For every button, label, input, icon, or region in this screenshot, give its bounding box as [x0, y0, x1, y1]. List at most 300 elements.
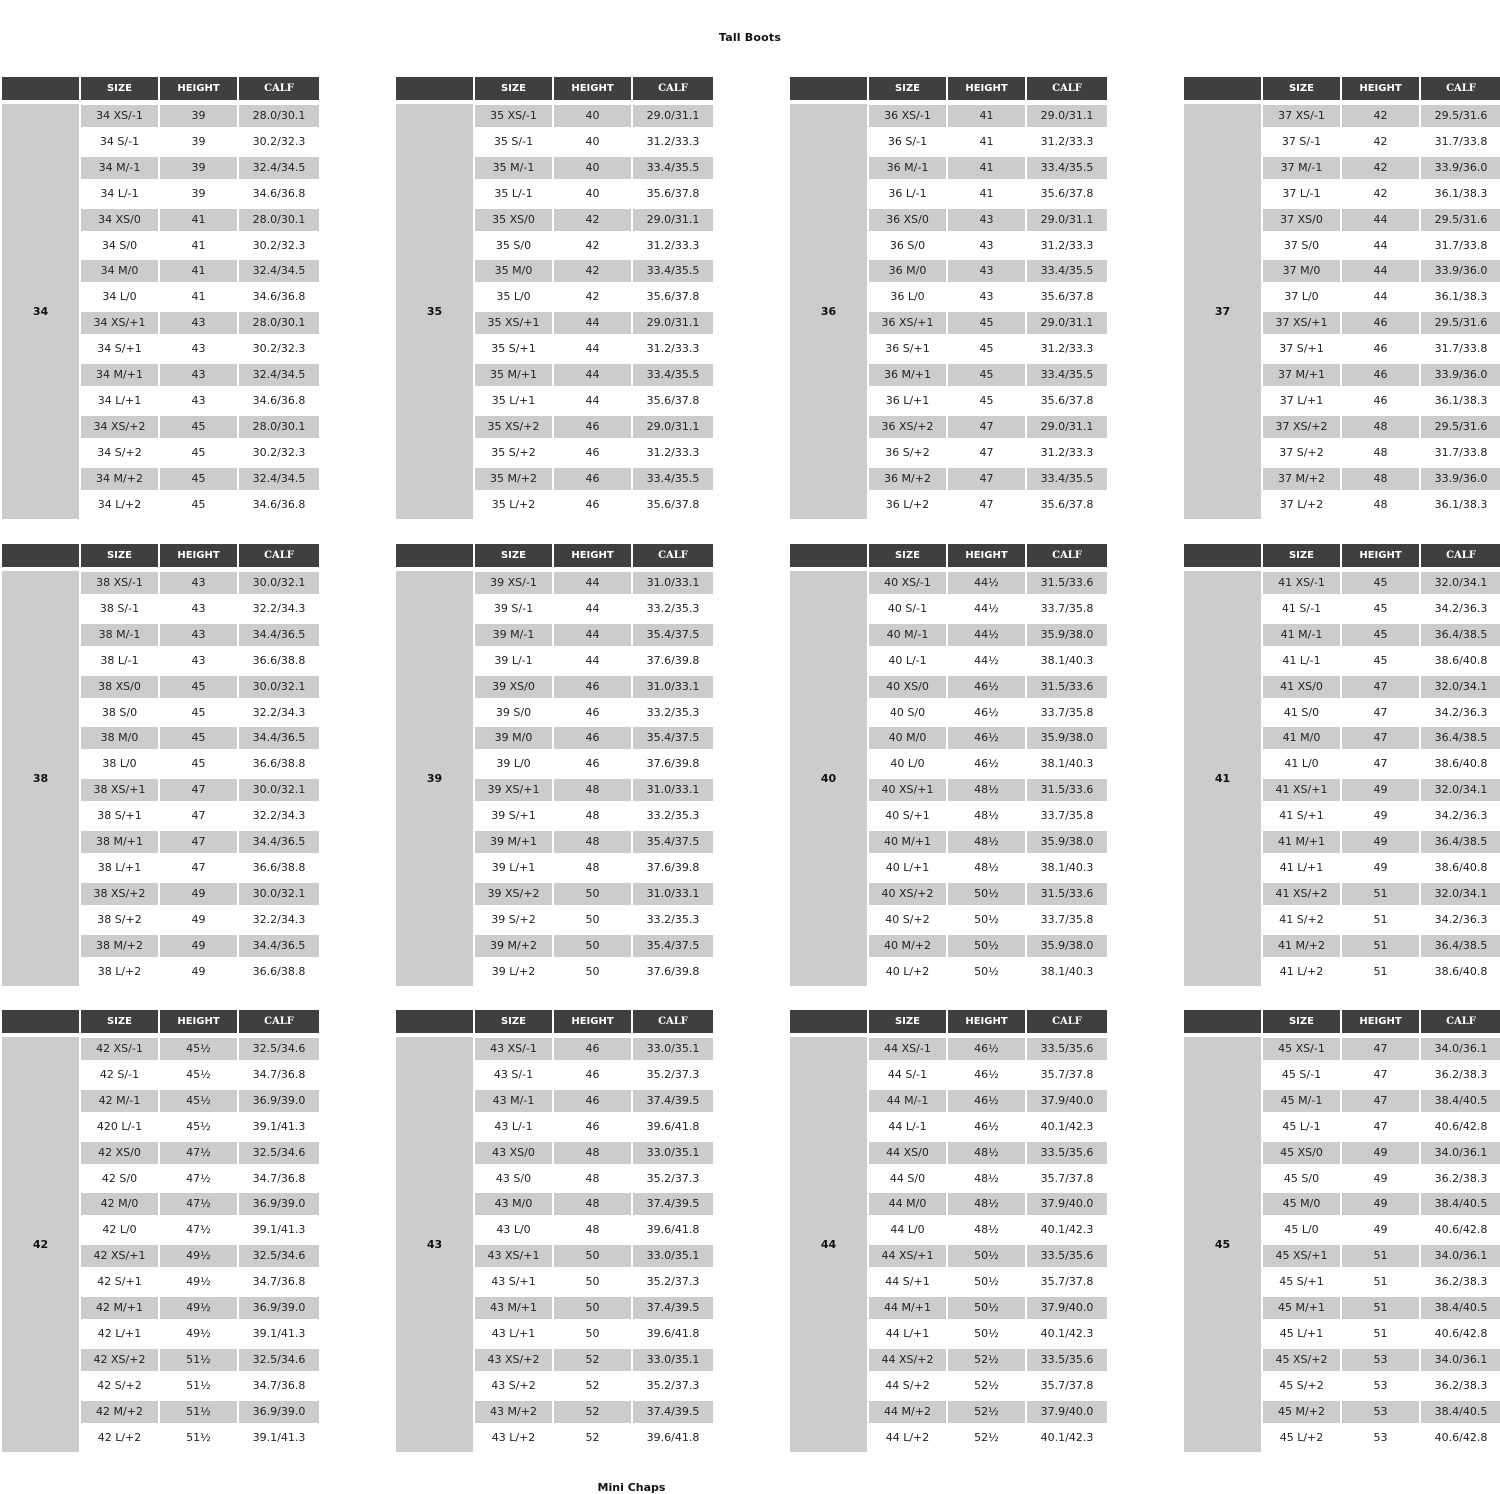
cell-size: 40 L/+2: [885, 965, 930, 978]
cell-height: 48½: [948, 1193, 1025, 1215]
cell-size: 45 L/-1: [1282, 1120, 1321, 1133]
cell-size: 41 S/+2: [1279, 913, 1324, 926]
column-header-size: SIZE: [81, 544, 158, 567]
cell-height: 45: [191, 446, 206, 459]
header-blank: [790, 544, 867, 567]
cell-size: 37 XS/0: [1263, 209, 1340, 231]
cell-size: 41 M/+1: [1263, 831, 1340, 853]
column-header-calf: CALF: [633, 1010, 713, 1033]
cell-size: 40 XS/0: [869, 676, 946, 698]
column-header-height: HEIGHT: [554, 1010, 631, 1033]
cell-calf: 35.9/38.0: [1027, 624, 1107, 646]
cell-size: 45 M/+2: [1263, 1401, 1340, 1423]
cell-height: 45½: [186, 1068, 211, 1081]
size-group-column: [396, 571, 473, 986]
cell-calf: 36.2/38.3: [1434, 1379, 1488, 1392]
cell-size: 36 S/-1: [887, 135, 928, 148]
cell-height: 51: [1342, 1297, 1419, 1319]
cell-size: 38 S/-1: [99, 602, 140, 615]
cell-height: 45: [1373, 602, 1388, 615]
cell-size: 39 M/+1: [475, 831, 552, 853]
cell-size: 41 S/-1: [1281, 602, 1322, 615]
cell-height: 46½: [948, 727, 1025, 749]
cell-calf: 37.6/39.8: [646, 965, 700, 978]
cell-size: 41 S/0: [1283, 706, 1320, 719]
cell-height: 42: [585, 290, 600, 303]
cell-size: 38 XS/+1: [81, 779, 158, 801]
cell-height: 49: [1342, 831, 1419, 853]
cell-height: 44: [585, 654, 600, 667]
cell-size: 40 M/-1: [869, 624, 946, 646]
cell-size: 44 M/0: [869, 1193, 946, 1215]
size-group-column: [1184, 104, 1261, 519]
cell-calf: 34.0/36.1: [1421, 1038, 1500, 1060]
cell-size: 34 XS/+1: [81, 312, 158, 334]
cell-calf: 38.4/40.5: [1421, 1193, 1500, 1215]
cell-calf: 33.4/35.5: [1027, 364, 1107, 386]
cell-height: 45½: [160, 1090, 237, 1112]
cell-height: 48½: [974, 809, 999, 822]
cell-size: 36 M/-1: [869, 157, 946, 179]
cell-calf: 38.1/40.3: [1040, 757, 1094, 770]
cell-size: 36 L/0: [890, 290, 925, 303]
cell-size: 35 L/-1: [494, 187, 533, 200]
header-blank: [2, 77, 79, 100]
cell-size: 39 XS/0: [475, 676, 552, 698]
column-header-height: HEIGHT: [160, 1010, 237, 1033]
cell-height: 46: [585, 757, 600, 770]
cell-height: 50½: [948, 1245, 1025, 1267]
size-table-42: [2, 1010, 319, 1452]
cell-size: 38 L/+2: [97, 965, 142, 978]
cell-calf: 36.9/39.0: [239, 1401, 319, 1423]
cell-calf: 37.9/40.0: [1027, 1090, 1107, 1112]
cell-size: 35 M/+1: [475, 364, 552, 386]
cell-calf: 32.0/34.1: [1421, 883, 1500, 905]
cell-size: 34 L/0: [102, 290, 137, 303]
cell-calf: 35.2/37.3: [646, 1275, 700, 1288]
cell-calf: 35.6/37.8: [1040, 187, 1094, 200]
cell-height: 47: [1342, 1090, 1419, 1112]
cell-height: 48½: [974, 1172, 999, 1185]
cell-height: 43: [979, 290, 994, 303]
header-blank: [2, 1010, 79, 1033]
cell-size: 44 L/+1: [885, 1327, 930, 1340]
cell-height: 51½: [160, 1349, 237, 1371]
cell-calf: 34.0/36.1: [1421, 1349, 1500, 1371]
cell-size: 40 M/0: [869, 727, 946, 749]
cell-calf: 37.6/39.8: [646, 861, 700, 874]
cell-calf: 33.7/35.8: [1040, 913, 1094, 926]
cell-calf: 31.5/33.6: [1027, 676, 1107, 698]
cell-height: 43: [191, 654, 206, 667]
cell-size: 44 XS/-1: [869, 1038, 946, 1060]
cell-height: 49: [1373, 1172, 1388, 1185]
cell-height: 52½: [948, 1349, 1025, 1371]
cell-size: 42 M/0: [81, 1193, 158, 1215]
cell-calf: 39.1/41.3: [252, 1431, 306, 1444]
size-group-label: 45: [1214, 1238, 1231, 1251]
cell-height: 43: [160, 364, 237, 386]
cell-size: 39 L/0: [496, 757, 531, 770]
cell-calf: 36.4/38.5: [1421, 727, 1500, 749]
cell-height: 48½: [948, 831, 1025, 853]
header-blank: [2, 544, 79, 567]
cell-size: 36 S/+1: [885, 342, 930, 355]
cell-size: 40 L/+1: [885, 861, 930, 874]
cell-size: 35 L/0: [496, 290, 531, 303]
cell-height: 51: [1342, 935, 1419, 957]
cell-calf: 31.7/33.8: [1434, 446, 1488, 459]
cell-calf: 36.2/38.3: [1434, 1275, 1488, 1288]
cell-size: 35 S/0: [495, 239, 532, 252]
cell-height: 48½: [974, 861, 999, 874]
cell-size: 35 M/0: [475, 260, 552, 282]
cell-size: 34 XS/+2: [81, 416, 158, 438]
cell-height: 53: [1342, 1349, 1419, 1371]
cell-size: 44 L/-1: [888, 1120, 927, 1133]
cell-size: 41 XS/+1: [1263, 779, 1340, 801]
cell-height: 50: [585, 965, 600, 978]
cell-size: 42 XS/0: [81, 1142, 158, 1164]
cell-height: 52½: [948, 1401, 1025, 1423]
cell-calf: 33.2/35.3: [646, 706, 700, 719]
cell-size: 38 S/+1: [97, 809, 142, 822]
cell-height: 48½: [948, 1142, 1025, 1164]
column-header-calf: CALF: [1027, 544, 1107, 567]
cell-size: 40 XS/+2: [869, 883, 946, 905]
column-header-height: HEIGHT: [554, 544, 631, 567]
size-group-label: 36: [820, 305, 837, 318]
column-header-calf: CALF: [239, 1010, 319, 1033]
cell-size: 43 S/+2: [491, 1379, 536, 1392]
cell-calf: 35.7/37.8: [1040, 1275, 1094, 1288]
cell-calf: 34.6/36.8: [252, 394, 306, 407]
cell-height: 48½: [948, 779, 1025, 801]
column-header-height: HEIGHT: [160, 77, 237, 100]
cell-height: 49: [160, 883, 237, 905]
header-blank: [396, 1010, 473, 1033]
cell-size: 35 XS/+1: [475, 312, 552, 334]
cell-height: 46: [1342, 312, 1419, 334]
size-table-38: [2, 544, 319, 986]
cell-size: 43 L/0: [496, 1223, 531, 1236]
cell-size: 35 M/+2: [475, 468, 552, 490]
cell-height: 50½: [948, 935, 1025, 957]
cell-height: 50: [585, 1327, 600, 1340]
cell-calf: 29.0/31.1: [633, 312, 713, 334]
cell-height: 44½: [974, 654, 999, 667]
cell-size: 36 L/+1: [885, 394, 930, 407]
cell-height: 47: [948, 468, 1025, 490]
cell-height: 49½: [160, 1245, 237, 1267]
cell-height: 48: [554, 831, 631, 853]
size-group-column: [790, 104, 867, 519]
cell-height: 49½: [186, 1327, 211, 1340]
cell-size: 43 S/0: [495, 1172, 532, 1185]
cell-height: 50½: [974, 913, 999, 926]
cell-height: 49: [1342, 1142, 1419, 1164]
cell-height: 43: [191, 602, 206, 615]
cell-calf: 36.6/38.8: [252, 861, 306, 874]
cell-size: 44 M/-1: [869, 1090, 946, 1112]
cell-size: 43 M/0: [475, 1193, 552, 1215]
cell-calf: 36.4/38.5: [1421, 831, 1500, 853]
cell-size: 38 S/+2: [97, 913, 142, 926]
cell-calf: 39.6/41.8: [646, 1431, 700, 1444]
cell-calf: 32.4/34.5: [239, 157, 319, 179]
cell-size: 35 S/-1: [493, 135, 534, 148]
size-table-44: [790, 1010, 1107, 1452]
cell-calf: 35.6/37.8: [646, 290, 700, 303]
cell-height: 40: [585, 187, 600, 200]
cell-calf: 33.0/35.1: [633, 1038, 713, 1060]
cell-size: 37 M/+2: [1263, 468, 1340, 490]
cell-height: 46: [585, 498, 600, 511]
cell-height: 50½: [948, 883, 1025, 905]
cell-calf: 34.2/36.3: [1434, 913, 1488, 926]
column-header-size: SIZE: [1263, 544, 1340, 567]
column-header-size: SIZE: [81, 77, 158, 100]
cell-height: 47½: [186, 1172, 211, 1185]
cell-size: 45 M/-1: [1263, 1090, 1340, 1112]
cell-height: 50½: [974, 965, 999, 978]
cell-calf: 31.2/33.3: [1040, 342, 1094, 355]
cell-size: 37 M/0: [1263, 260, 1340, 282]
cell-height: 49: [1342, 1193, 1419, 1215]
cell-calf: 36.6/38.8: [252, 757, 306, 770]
cell-size: 44 S/0: [889, 1172, 926, 1185]
cell-height: 47: [948, 416, 1025, 438]
cell-size: 34 M/+1: [81, 364, 158, 386]
cell-size: 38 XS/-1: [81, 572, 158, 594]
cell-height: 39: [160, 105, 237, 127]
cell-size: 36 M/+1: [869, 364, 946, 386]
size-group-label: 43: [426, 1238, 443, 1251]
cell-height: 50½: [948, 1297, 1025, 1319]
cell-size: 34 M/-1: [81, 157, 158, 179]
cell-size: 36 L/-1: [888, 187, 927, 200]
cell-size: 38 L/0: [102, 757, 137, 770]
cell-size: 39 M/-1: [475, 624, 552, 646]
cell-size: 34 S/-1: [99, 135, 140, 148]
cell-calf: 32.0/34.1: [1421, 572, 1500, 594]
cell-size: 34 XS/0: [81, 209, 158, 231]
cell-calf: 33.9/36.0: [1421, 364, 1500, 386]
column-header-height: HEIGHT: [1342, 1010, 1419, 1033]
cell-calf: 31.2/33.3: [1040, 239, 1094, 252]
cell-height: 52: [585, 1431, 600, 1444]
cell-calf: 34.7/36.8: [252, 1379, 306, 1392]
cell-calf: 34.2/36.3: [1434, 809, 1488, 822]
cell-calf: 37.9/40.0: [1027, 1193, 1107, 1215]
cell-size: 45 S/+1: [1279, 1275, 1324, 1288]
cell-height: 45½: [160, 1038, 237, 1060]
cell-height: 46: [554, 416, 631, 438]
cell-calf: 29.0/31.1: [633, 209, 713, 231]
column-header-height: HEIGHT: [948, 544, 1025, 567]
cell-size: 39 L/+2: [491, 965, 536, 978]
cell-size: 37 S/0: [1283, 239, 1320, 252]
cell-calf: 37.4/39.5: [633, 1193, 713, 1215]
column-header-size: SIZE: [869, 77, 946, 100]
cell-height: 43: [979, 239, 994, 252]
cell-height: 47½: [160, 1193, 237, 1215]
column-header-calf: CALF: [1421, 77, 1500, 100]
cell-size: 39 M/+2: [475, 935, 552, 957]
cell-size: 45 L/+1: [1279, 1327, 1324, 1340]
column-header-calf: CALF: [1421, 544, 1500, 567]
cell-height: 42: [1342, 105, 1419, 127]
cell-height: 51: [1342, 1245, 1419, 1267]
cell-calf: 39.1/41.3: [252, 1223, 306, 1236]
cell-size: 35 L/+2: [491, 498, 536, 511]
size-table-40: [790, 544, 1107, 986]
cell-calf: 31.2/33.3: [646, 446, 700, 459]
cell-calf: 35.4/37.5: [633, 727, 713, 749]
cell-size: 45 XS/+2: [1263, 1349, 1340, 1371]
cell-height: 40: [554, 157, 631, 179]
column-header-calf: CALF: [1027, 77, 1107, 100]
cell-calf: 38.6/40.8: [1434, 654, 1488, 667]
cell-height: 45: [160, 468, 237, 490]
cell-calf: 33.4/35.5: [1027, 157, 1107, 179]
cell-size: 43 XS/+1: [475, 1245, 552, 1267]
cell-height: 53: [1373, 1431, 1388, 1444]
cell-height: 48: [554, 1193, 631, 1215]
size-table-41: [1184, 544, 1500, 986]
size-group-label: 37: [1214, 305, 1231, 318]
cell-calf: 36.2/38.3: [1434, 1068, 1488, 1081]
cell-height: 45: [160, 676, 237, 698]
cell-calf: 33.9/36.0: [1421, 157, 1500, 179]
cell-calf: 32.2/34.3: [252, 913, 306, 926]
cell-calf: 33.4/35.5: [1027, 468, 1107, 490]
cell-size: 38 M/-1: [81, 624, 158, 646]
cell-size: 36 XS/+1: [869, 312, 946, 334]
cell-size: 37 XS/+1: [1263, 312, 1340, 334]
cell-size: 43 M/+1: [475, 1297, 552, 1319]
cell-height: 46: [585, 1068, 600, 1081]
cell-height: 41: [948, 157, 1025, 179]
cell-calf: 29.5/31.6: [1421, 209, 1500, 231]
cell-calf: 39.6/41.8: [646, 1120, 700, 1133]
size-group-label: 42: [32, 1238, 49, 1251]
cell-calf: 34.4/36.5: [239, 727, 319, 749]
size-group-label: 35: [426, 305, 443, 318]
cell-calf: 40.6/42.8: [1434, 1223, 1488, 1236]
size-group-column: [1184, 571, 1261, 986]
cell-size: 38 M/+1: [81, 831, 158, 853]
cell-calf: 33.4/35.5: [633, 260, 713, 282]
cell-height: 43: [191, 342, 206, 355]
cell-size: 37 S/+2: [1279, 446, 1324, 459]
cell-height: 41: [191, 290, 206, 303]
cell-calf: 33.2/35.3: [646, 913, 700, 926]
cell-height: 52: [554, 1401, 631, 1423]
cell-calf: 35.7/37.8: [1040, 1068, 1094, 1081]
cell-size: 40 S/+1: [885, 809, 930, 822]
cell-height: 41: [191, 239, 206, 252]
cell-height: 39: [160, 157, 237, 179]
cell-size: 45 XS/0: [1263, 1142, 1340, 1164]
cell-size: 36 M/0: [869, 260, 946, 282]
cell-size: 34 M/0: [81, 260, 158, 282]
cell-calf: 40.1/42.3: [1040, 1327, 1094, 1340]
cell-calf: 35.9/38.0: [1027, 831, 1107, 853]
cell-calf: 31.7/33.8: [1434, 135, 1488, 148]
column-header-height: HEIGHT: [1342, 544, 1419, 567]
cell-calf: 30.0/32.1: [239, 779, 319, 801]
cell-calf: 33.9/36.0: [1421, 260, 1500, 282]
cell-size: 37 XS/+2: [1263, 416, 1340, 438]
cell-calf: 31.7/33.8: [1434, 239, 1488, 252]
cell-size: 42 S/-1: [99, 1068, 140, 1081]
cell-size: 39 S/-1: [493, 602, 534, 615]
cell-calf: 33.4/35.5: [633, 364, 713, 386]
cell-size: 45 XS/-1: [1263, 1038, 1340, 1060]
cell-size: 35 XS/-1: [475, 105, 552, 127]
cell-height: 45: [979, 342, 994, 355]
cell-height: 44½: [974, 602, 999, 615]
cell-height: 44: [1373, 239, 1388, 252]
cell-calf: 31.7/33.8: [1434, 342, 1488, 355]
cell-size: 41 S/+1: [1279, 809, 1324, 822]
cell-calf: 30.0/32.1: [239, 572, 319, 594]
size-table-35: [396, 77, 713, 519]
cell-height: 47: [1342, 727, 1419, 749]
cell-height: 52: [554, 1349, 631, 1371]
cell-size: 34 XS/-1: [81, 105, 158, 127]
cell-height: 43: [191, 394, 206, 407]
cell-calf: 28.0/30.1: [239, 312, 319, 334]
cell-size: 44 S/-1: [887, 1068, 928, 1081]
size-table-36: [790, 77, 1107, 519]
cell-calf: 32.4/34.5: [239, 364, 319, 386]
cell-height: 46: [585, 706, 600, 719]
cell-height: 50½: [974, 1327, 999, 1340]
cell-height: 51½: [186, 1379, 211, 1392]
cell-calf: 30.0/32.1: [239, 883, 319, 905]
cell-size: 39 M/0: [475, 727, 552, 749]
cell-size: 41 L/0: [1284, 757, 1319, 770]
header-blank: [396, 77, 473, 100]
size-table-43: [396, 1010, 713, 1452]
cell-calf: 29.0/31.1: [1027, 312, 1107, 334]
cell-height: 46½: [948, 1090, 1025, 1112]
cell-height: 45: [1342, 572, 1419, 594]
cell-height: 49: [1373, 1223, 1388, 1236]
cell-height: 48: [585, 809, 600, 822]
cell-size: 42 S/+1: [97, 1275, 142, 1288]
cell-calf: 40.1/42.3: [1040, 1120, 1094, 1133]
cell-height: 42: [554, 260, 631, 282]
cell-height: 47: [1342, 1038, 1419, 1060]
column-header-size: SIZE: [475, 1010, 552, 1033]
cell-calf: 33.2/35.3: [646, 809, 700, 822]
cell-calf: 28.0/30.1: [239, 105, 319, 127]
cell-size: 35 S/+2: [491, 446, 536, 459]
cell-calf: 32.4/34.5: [239, 468, 319, 490]
cell-height: 40: [585, 135, 600, 148]
cell-size: 38 M/0: [81, 727, 158, 749]
cell-height: 51: [1373, 965, 1388, 978]
cell-size: 36 S/0: [889, 239, 926, 252]
cell-calf: 39.1/41.3: [252, 1327, 306, 1340]
cell-size: 41 XS/+2: [1263, 883, 1340, 905]
cell-height: 45: [1342, 624, 1419, 646]
cell-calf: 35.6/37.8: [646, 498, 700, 511]
